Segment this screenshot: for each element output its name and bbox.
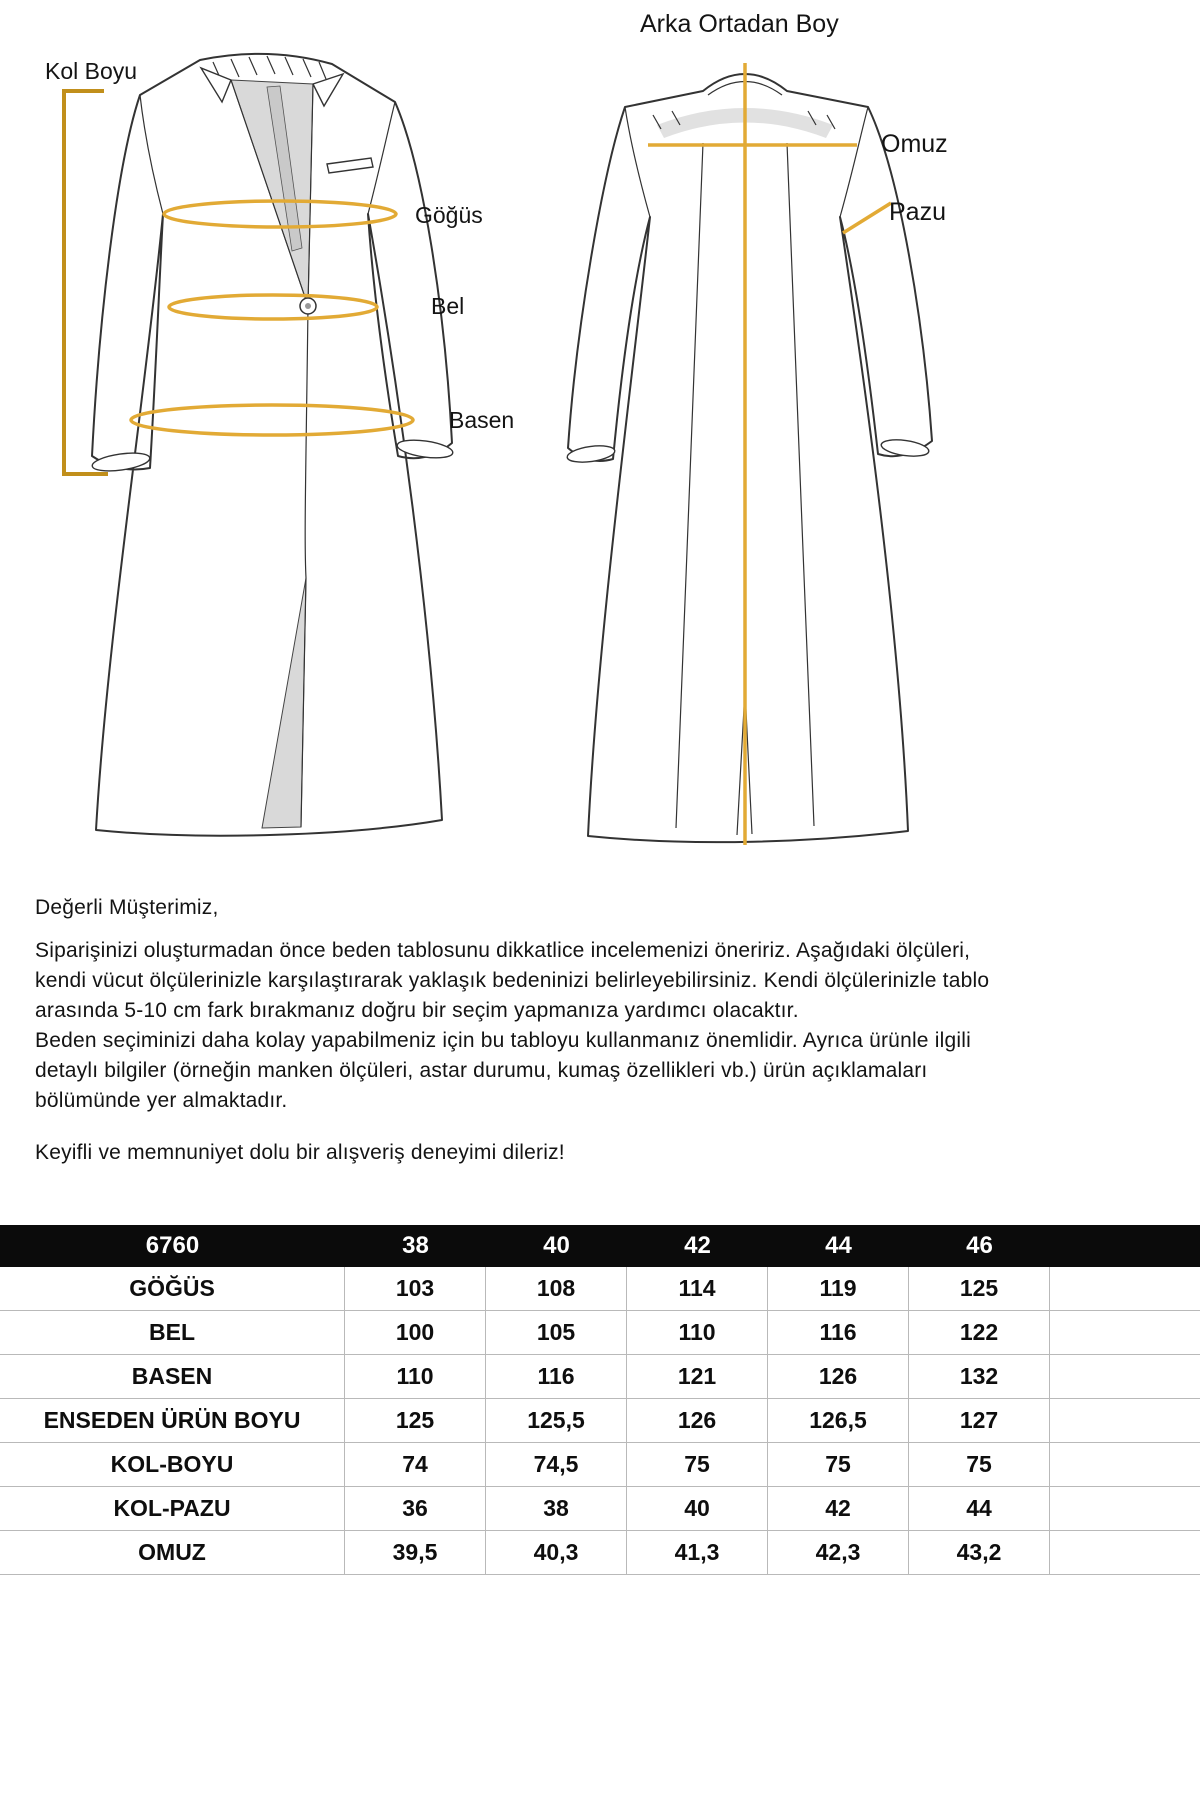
info-paragraph-1: Siparişinizi oluşturmadan önce beden tablosunu dikkatlice incelemenizi öneririz. Aşağıdaki ölçüleri, kendi vücut ölçülerinizle karşılaştırarak yaklaşık bedeninizi belirleyebilirsiniz. Kendi ölçülerinizle tablo arasında 5-10 cm fark bırakmanız doğru bir seçim yapmanıza yardımcı olacaktır. [35,939,990,1022]
table-row-length-from-nape [0,1399,1200,1443]
info-greeting: Değerli Müşterimiz, [35,896,219,919]
table-header-size-46: 46 [966,1232,993,1259]
coat-back-outline [568,74,932,842]
info-closing: Keyifli ve memnuniyet dolu bir alışveriş deneyimi dileriz! [35,1141,565,1164]
row-label: KOL-PAZU [0,1487,345,1530]
label-chest: Göğüs [415,202,483,228]
spacer-cell [1050,1355,1200,1398]
size-value: 114 [627,1267,768,1310]
size-value: 44 [909,1487,1050,1530]
table-header-size-40: 40 [543,1232,570,1259]
size-value: 39,5 [345,1531,486,1574]
label-bicep: Pazu [889,198,946,226]
spacer-cell [1050,1311,1200,1354]
table-header-size-44: 44 [825,1232,852,1259]
size-value: 110 [627,1311,768,1354]
size-value: 74,5 [486,1443,627,1486]
table-header-product-code: 6760 [145,1232,200,1259]
spacer-cell [1050,1531,1200,1574]
label-sleeve-length: Kol Boyu [45,58,138,84]
spacer-cell [1050,1267,1200,1310]
label-waist: Bel [431,293,465,319]
size-value: 125 [345,1399,486,1442]
table-row-shoulder [0,1531,1200,1575]
size-value: 100 [345,1311,486,1354]
table-header-size-38: 38 [402,1232,429,1259]
spacer-cell [1050,1399,1200,1442]
size-value: 105 [486,1311,627,1354]
label-shoulder: Omuz [881,130,948,158]
spacer-cell [1050,1487,1200,1530]
size-value: 40 [627,1487,768,1530]
table-row-chest [0,1267,1200,1311]
size-value: 127 [909,1399,1050,1442]
size-value: 125,5 [486,1399,627,1442]
info-paragraph-2: Beden seçiminizi daha kolay yapabilmeniz için bu tabloyu kullanmanız önemlidir. Ayrıca ürünle ilgili detaylı bilgiler (örneğin manken ölçüleri, astar durumu, kumaş özellikleri vb.) ürün açıklamaları bölümünde yer almaktadır. [35,1029,971,1112]
size-value: 75 [768,1443,909,1486]
row-label: BASEN [0,1355,345,1398]
row-label: GÖĞÜS [0,1267,345,1310]
size-value: 38 [486,1487,627,1530]
size-value: 103 [345,1267,486,1310]
coat-back-diagram [555,45,945,855]
size-value: 74 [345,1443,486,1486]
size-value: 36 [345,1487,486,1530]
table-row-bicep [0,1487,1200,1531]
size-value: 40,3 [486,1531,627,1574]
size-value: 121 [627,1355,768,1398]
size-value: 110 [345,1355,486,1398]
customer-info-text [35,893,1023,1168]
label-back-center-length: Arka Ortadan Boy [640,10,839,38]
size-value: 126,5 [768,1399,909,1442]
label-hip: Basen [449,407,515,433]
size-value: 116 [486,1355,627,1398]
size-value: 126 [768,1355,909,1398]
size-value: 75 [909,1443,1050,1486]
size-value: 132 [909,1355,1050,1398]
size-value: 116 [768,1311,909,1354]
size-value: 43,2 [909,1531,1050,1574]
spacer-cell [1050,1443,1200,1486]
size-value: 41,3 [627,1531,768,1574]
table-row-hip [0,1355,1200,1399]
row-label: OMUZ [0,1531,345,1574]
table-row-sleeve-length [0,1443,1200,1487]
size-value: 119 [768,1267,909,1310]
table-header-size-42: 42 [684,1232,711,1259]
size-value: 42,3 [768,1531,909,1574]
size-value: 42 [768,1487,909,1530]
table-header-row [0,1225,1200,1267]
sleeve-length-bracket [50,85,120,481]
size-value: 125 [909,1267,1050,1310]
row-label: BEL [0,1311,345,1354]
row-label: KOL-BOYU [0,1443,345,1486]
spacer-cell [1050,1225,1200,1267]
row-label: ENSEDEN ÜRÜN BOYU [0,1399,345,1442]
size-value: 122 [909,1311,1050,1354]
size-value: 108 [486,1267,627,1310]
size-table [0,1225,1200,1575]
size-value: 126 [627,1399,768,1442]
size-value: 75 [627,1443,768,1486]
table-row-waist [0,1311,1200,1355]
